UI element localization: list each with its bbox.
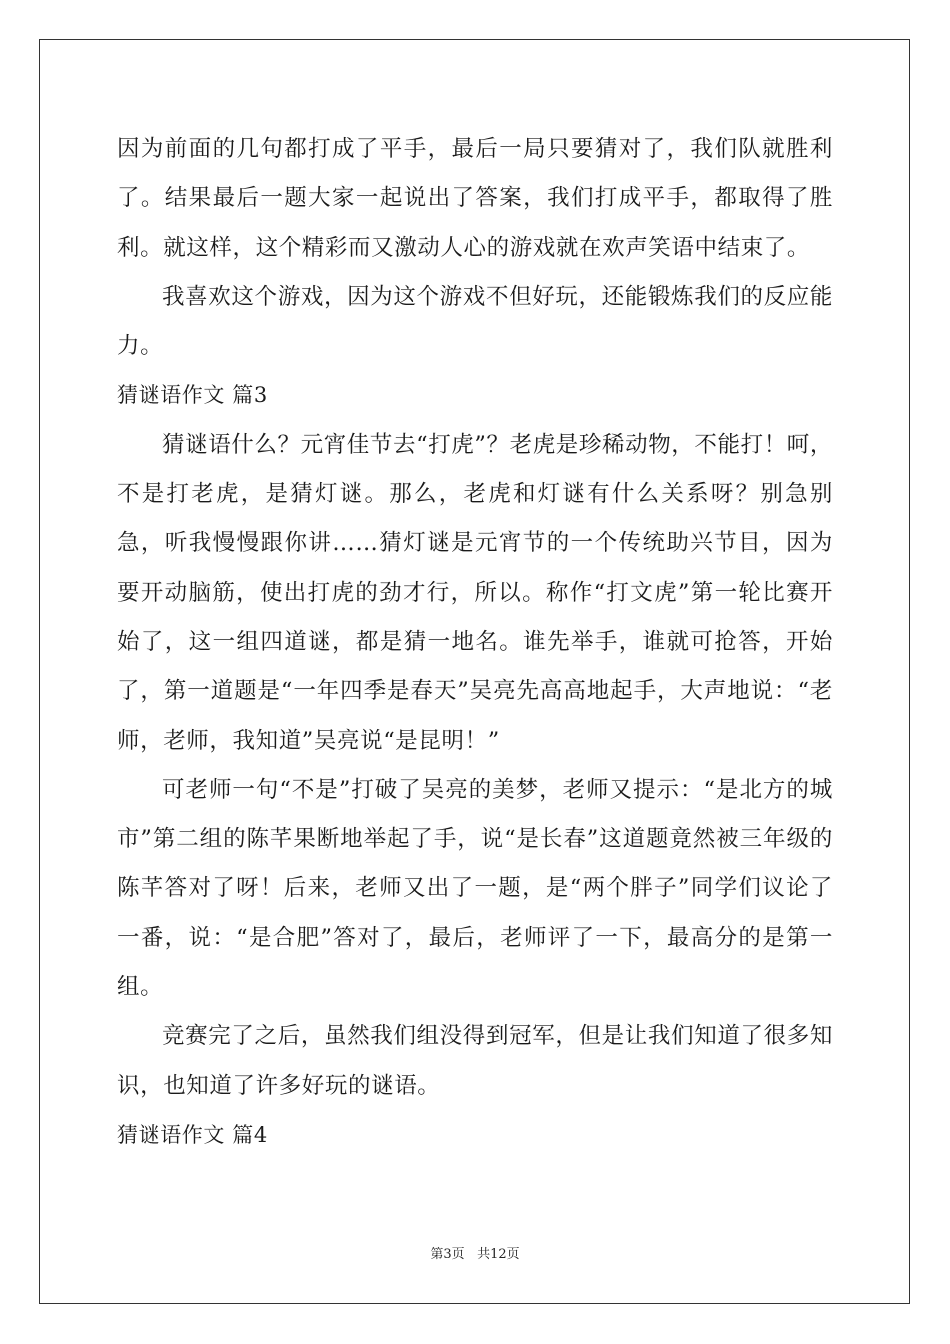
paragraph: 我喜欢这个游戏，因为这个游戏不但好玩，还能锻炼我们的反应能力。 <box>117 283 833 360</box>
page-number: 第3页 <box>430 1247 465 1262</box>
paragraph: 竞赛完了之后，虽然我们组没得到冠军，但是让我们知道了很多知识，也知道了许多好玩的谜语。 <box>117 1023 833 1099</box>
document-body <box>117 125 833 1160</box>
page-total: 共12页 <box>477 1247 520 1262</box>
page-footer <box>0 1246 950 1264</box>
paragraph: 猜谜语什么？元宵佳节去“打虎”？老虎是珍稀动物，不能打！呵，不是打老虎，是猜灯谜。那么，老虎和灯谜有什么关系呀？别急别急，听我慢慢跟你讲……猜灯谜是元宵节的一个传统助兴节目，因为要开动脑筋，使出打虎的劲才行，所以。称作“打文虎”第一轮比赛开始了，这一组四道谜，都是猜一地名。谁先举手，谁就可抢答，开始了，第一道题是“一年四季是春天”吴亮先高高地起手，大声地说：“老师，老师，我知道”吴亮说“是昆明！” <box>117 431 834 754</box>
paragraph: 可老师一句“不是”打破了吴亮的美梦，老师又提示：“是北方的城市”第二组的陈芊果断地举起了手，说“是长春”这道题竟然被三年级的陈芊答对了呀！后来，老师又出了一题，是“两个胖子”同学们议论了一番，说：“是合肥”答对了，最后，老师评了一下，最高分的是第一组。 <box>117 776 833 1001</box>
section-heading: 猜谜语作文 篇3 <box>117 383 268 408</box>
section-heading: 猜谜语作文 篇4 <box>117 1122 268 1147</box>
paragraph-continued: 因为前面的几句都打成了平手，最后一局只要猜对了，我们队就胜利了。结果最后一题大家一起说出了答案，我们打成平手，都取得了胜利。就这样，这个精彩而又激动人心的游戏就在欢声笑语中结束了。 <box>117 136 833 261</box>
